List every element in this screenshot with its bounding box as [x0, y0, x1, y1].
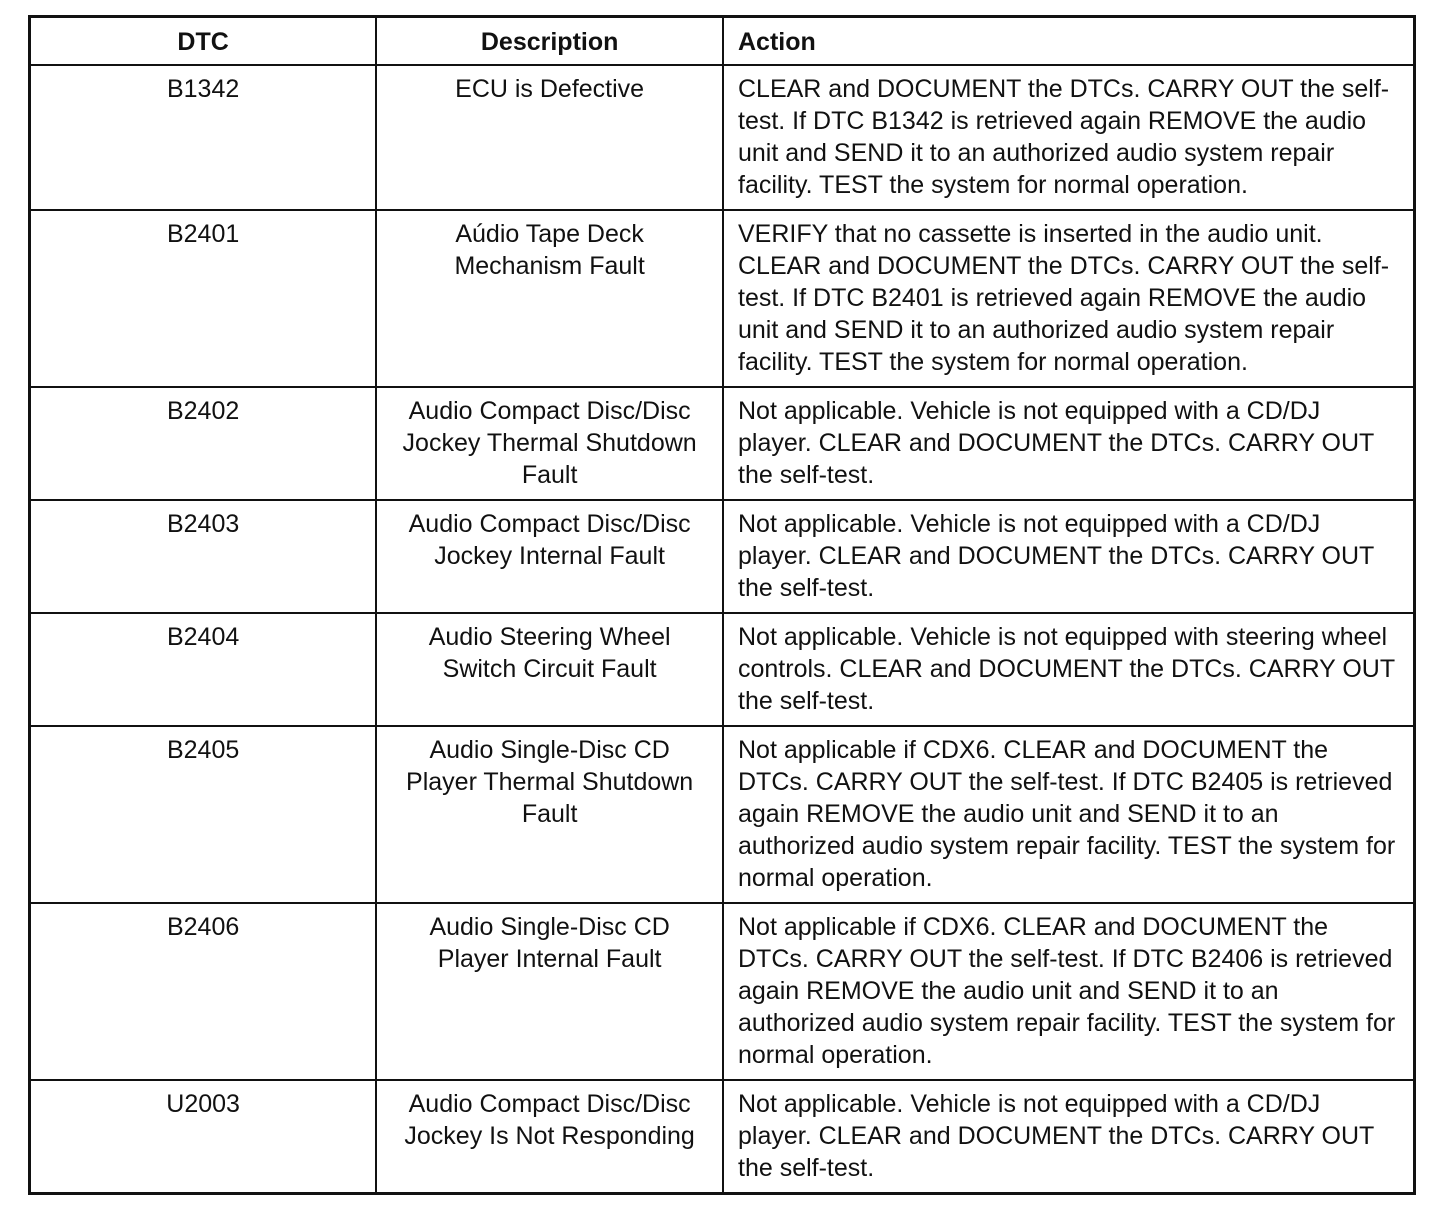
table-row	[30, 1080, 1415, 1194]
dtc-action: CLEAR and DOCUMENT the DTCs. CARRY OUT the self-test. If DTC B1342 is retrieved again REMOVE the audio unit and SEND it to an authorized audio system repair facility. TEST the system for normal operation.	[723, 65, 1415, 210]
dtc-code: B2402	[30, 387, 377, 500]
dtc-action: Not applicable. Vehicle is not equipped with steering wheel controls. CLEAR and DOCUMENT the DTCs. CARRY OUT the self-test.	[723, 613, 1415, 726]
table-row	[30, 500, 1415, 613]
dtc-description: Aúdio Tape Deck Mechanism Fault	[376, 210, 723, 387]
header-row	[30, 17, 1415, 66]
dtc-table	[28, 15, 1416, 1195]
dtc-code: B2405	[30, 726, 377, 903]
table-row	[30, 726, 1415, 903]
table-header	[30, 17, 1415, 66]
dtc-description: Audio Compact Disc/Disc Jockey Thermal Shutdown Fault	[376, 387, 723, 500]
dtc-action: Not applicable if CDX6. CLEAR and DOCUMENT the DTCs. CARRY OUT the self-test. If DTC B2406 is retrieved again REMOVE the audio unit and SEND it to an authorized audio system repair facility. TEST the system for normal operation.	[723, 903, 1415, 1080]
dtc-action: VERIFY that no cassette is inserted in the audio unit. CLEAR and DOCUMENT the DTCs. CARRY OUT the self-test. If DTC B2401 is retrieved again REMOVE the audio unit and SEND it to an authorized audio system repair facility. TEST the system for normal operation.	[723, 210, 1415, 387]
header-description: Description	[376, 17, 723, 66]
dtc-action: Not applicable. Vehicle is not equipped with a CD/DJ player. CLEAR and DOCUMENT the DTCs. CARRY OUT the self-test.	[723, 387, 1415, 500]
header-action: Action	[723, 17, 1415, 66]
table-row	[30, 387, 1415, 500]
dtc-code: B2403	[30, 500, 377, 613]
dtc-code: B2406	[30, 903, 377, 1080]
dtc-code: U2003	[30, 1080, 377, 1194]
table-row	[30, 903, 1415, 1080]
dtc-description: Audio Steering Wheel Switch Circuit Fault	[376, 613, 723, 726]
dtc-code: B2401	[30, 210, 377, 387]
dtc-action: Not applicable. Vehicle is not equipped with a CD/DJ player. CLEAR and DOCUMENT the DTCs. CARRY OUT the self-test.	[723, 1080, 1415, 1194]
dtc-code: B1342	[30, 65, 377, 210]
dtc-action: Not applicable. Vehicle is not equipped with a CD/DJ player. CLEAR and DOCUMENT the DTCs. CARRY OUT the self-test.	[723, 500, 1415, 613]
dtc-description: Audio Compact Disc/Disc Jockey Internal Fault	[376, 500, 723, 613]
table-row	[30, 210, 1415, 387]
dtc-action: Not applicable if CDX6. CLEAR and DOCUMENT the DTCs. CARRY OUT the self-test. If DTC B2405 is retrieved again REMOVE the audio unit and SEND it to an authorized audio system repair facility. TEST the system for normal operation.	[723, 726, 1415, 903]
dtc-description: ECU is Defective	[376, 65, 723, 210]
table-body	[30, 65, 1415, 1194]
header-dtc: DTC	[30, 17, 377, 66]
table-row	[30, 613, 1415, 726]
dtc-description: Audio Compact Disc/Disc Jockey Is Not Responding	[376, 1080, 723, 1194]
table-row	[30, 65, 1415, 210]
dtc-description: Audio Single-Disc CD Player Thermal Shutdown Fault	[376, 726, 723, 903]
dtc-description: Audio Single-Disc CD Player Internal Fault	[376, 903, 723, 1080]
dtc-code: B2404	[30, 613, 377, 726]
